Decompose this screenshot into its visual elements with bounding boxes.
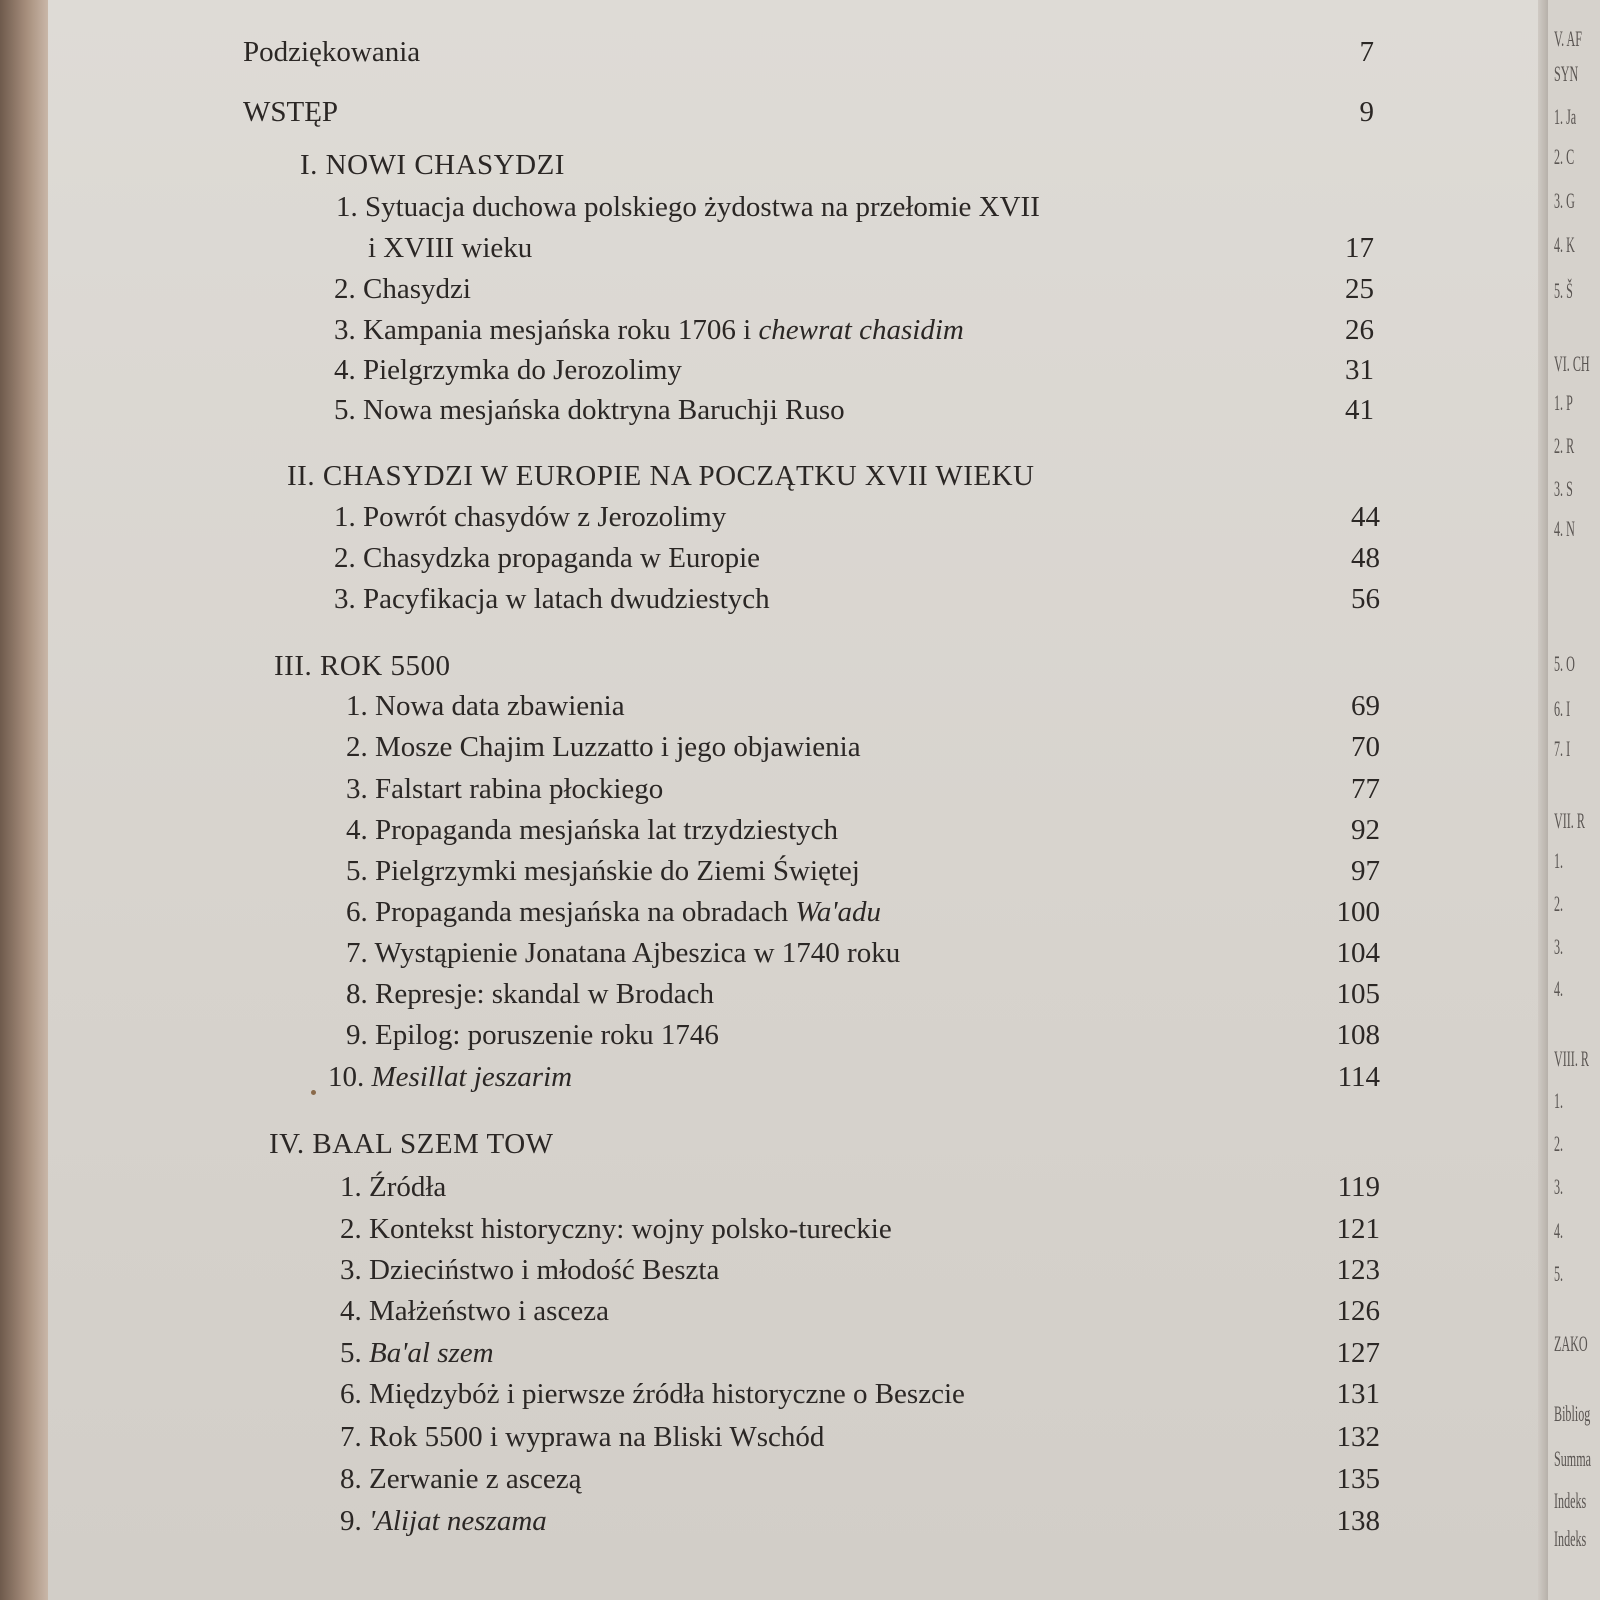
toc-page-number: 104 (1336, 937, 1380, 969)
toc-page-number: 127 (1336, 1337, 1380, 1369)
toc-entry-title: IV. BAAL SZEM TOW (269, 1128, 554, 1160)
toc-page-number: 41 (1345, 394, 1374, 426)
toc-entry-title: 10. (328, 1061, 372, 1093)
toc-entry-title: 2. Kontekst historyczny: wojny polsko-tureckie (340, 1213, 892, 1245)
toc-entry-title: 5. Nowa mesjańska doktryna Baruchji Ruso (334, 394, 845, 426)
adjacent-page-text: Indeks (1554, 1488, 1587, 1513)
adjacent-page-text: VII. R (1554, 808, 1585, 833)
toc-page-number: 114 (1337, 1061, 1380, 1093)
adjacent-page-text: 2. (1554, 891, 1564, 916)
adjacent-page-text: SYN (1554, 61, 1579, 86)
toc-page-number: 56 (1351, 583, 1380, 615)
adjacent-page-text: 1. (1554, 1088, 1564, 1113)
toc-entry-ch2-3 (334, 579, 770, 619)
toc-entry-ch4-9 (340, 1501, 547, 1541)
toc-entry-title: II. CHASYDZI W EUROPIE NA POCZĄTKU XVII WIEKU (287, 460, 1035, 492)
adjacent-page-text: Indeks (1554, 1526, 1587, 1551)
toc-entry-title: 9. (340, 1505, 369, 1537)
toc-entry-ch1-1b (368, 228, 532, 268)
toc-entry-ch3-2 (346, 727, 861, 767)
toc-page-number: 77 (1351, 773, 1380, 805)
toc-entry-ch4-7 (340, 1417, 824, 1457)
adjacent-page-text: 4. N (1554, 516, 1575, 541)
adjacent-page-text: 7. I (1554, 736, 1571, 761)
toc-entry-ch4-2 (340, 1209, 892, 1249)
toc-page-number: 119 (1337, 1171, 1380, 1203)
toc-entry-ch4-3 (340, 1250, 719, 1290)
toc-page-number: 131 (1336, 1378, 1380, 1410)
toc-entry-title: 3. Dzieciństwo i młodość Beszta (340, 1254, 720, 1286)
toc-entry-title: 7. Wystąpienie Jonatana Ajbeszica w 1740 roku (346, 937, 901, 969)
toc-entry-ch3-7 (346, 933, 900, 973)
toc-entry-wstep (243, 92, 338, 132)
toc-entry-title: 4. Małżeństwo i asceza (340, 1295, 609, 1327)
toc-entry-title: WSTĘP (243, 96, 339, 128)
toc-page-number: 126 (1336, 1295, 1380, 1327)
adjacent-page-text: 4. (1554, 976, 1564, 1001)
adjacent-page-text: 5. Š (1554, 278, 1573, 303)
toc-entry-title: 1. Nowa data zbawienia (346, 690, 625, 722)
toc-page-number: 92 (1351, 814, 1380, 846)
toc-entry-title: i XVIII wieku (368, 232, 533, 264)
toc-entry-title-italic: Ba'al szem (369, 1337, 494, 1369)
toc-entry-ch4-6 (340, 1374, 965, 1414)
toc-page-number: 44 (1351, 501, 1380, 533)
adjacent-page-text: 2. R (1554, 433, 1575, 458)
toc-entry-ch1 (300, 145, 565, 185)
toc-entry-ch2-2 (334, 538, 760, 578)
toc-page-number: 108 (1336, 1019, 1380, 1051)
toc-page-number: 31 (1345, 354, 1374, 386)
adjacent-page-text: 1. Ja (1554, 104, 1577, 129)
adjacent-page-text: Summa (1554, 1446, 1591, 1471)
toc-page-number: 17 (1345, 232, 1374, 264)
toc-page-number: 7 (1359, 36, 1374, 68)
toc-page-number: 69 (1351, 690, 1380, 722)
toc-entry-ch4-5 (340, 1333, 494, 1373)
toc-entry-ch1-5 (334, 390, 845, 430)
ink-speck (311, 1090, 316, 1095)
toc-entry-podziekowania (243, 32, 420, 72)
toc-entry-title: 6. Międzybóż i pierwsze źródła historyczne o Beszcie (340, 1378, 965, 1410)
toc-entry-ch3-4 (346, 810, 838, 850)
toc-entry-title: 7. Rok 5500 i wyprawa na Bliski Wschód (340, 1421, 825, 1453)
toc-entry-title: 5. (340, 1337, 369, 1369)
toc-entry-ch1-1a (336, 187, 1040, 227)
toc-entry-title-italic: Mesillat jeszarim (371, 1061, 573, 1093)
toc-entry-ch3-1 (346, 686, 625, 726)
adjacent-page-text: 2. (1554, 1131, 1564, 1156)
toc-entry-ch4 (269, 1124, 554, 1164)
adjacent-page-text: 6. I (1554, 696, 1571, 721)
adjacent-page-text: 5. (1554, 1261, 1564, 1286)
toc-page-number: 121 (1336, 1213, 1380, 1245)
toc-page-number: 97 (1351, 855, 1380, 887)
adjacent-page-text: 5. O (1554, 651, 1575, 676)
toc-entry-title-italic: Wa'adu (795, 896, 882, 928)
adjacent-page-text: 3. S (1554, 476, 1573, 501)
toc-entry-title: III. ROK 5500 (274, 650, 451, 682)
toc-page-number: 25 (1345, 273, 1374, 305)
toc-entry-title: 1. Sytuacja duchowa polskiego żydostwa na przełomie XVII (336, 191, 1040, 223)
toc-entry-ch3 (274, 646, 450, 686)
toc-entry-title: 6. Propaganda mesjańska na obradach (346, 896, 796, 928)
toc-entry-title-italic: 'Alijat neszama (369, 1505, 547, 1537)
toc-page-number: 70 (1351, 731, 1380, 763)
toc-entry-ch2 (287, 456, 1034, 496)
toc-entry-ch1-4 (334, 350, 682, 390)
toc-entry-ch3-9 (346, 1015, 719, 1055)
toc-page-number: 138 (1336, 1505, 1380, 1537)
toc-page-number: 105 (1336, 978, 1380, 1010)
adjacent-page-text: VI. CH (1554, 351, 1590, 376)
toc-page-number: 132 (1336, 1421, 1380, 1453)
toc-entry-title: Podziękowania (243, 36, 421, 68)
toc-entry-title: 9. Epilog: poruszenie roku 1746 (346, 1019, 719, 1051)
toc-page-number: 26 (1345, 314, 1374, 346)
adjacent-page-text: 1. (1554, 848, 1564, 873)
toc-entry-title: 4. Pielgrzymka do Jerozolimy (334, 354, 682, 386)
toc-page-number: 123 (1336, 1254, 1380, 1286)
toc-entry-title: 1. Powrót chasydów z Jerozolimy (334, 501, 727, 533)
toc-entry-title: 3. Kampania mesjańska roku 1706 i (334, 314, 759, 346)
toc-page-number: 48 (1351, 542, 1380, 574)
toc-entry-ch4-8 (340, 1459, 582, 1499)
adjacent-page-text: 4. K (1554, 232, 1575, 257)
toc-entry-title: I. NOWI CHASYDZI (300, 149, 565, 181)
toc-entry-title: 1. Źródła (340, 1171, 447, 1203)
toc-entry-ch3-8 (346, 974, 714, 1014)
adjacent-page-text: 3. (1554, 1174, 1564, 1199)
adjacent-page-text: V. AF (1554, 26, 1583, 51)
toc-entry-ch4-4 (340, 1291, 609, 1331)
toc-entry-ch1-3 (334, 310, 964, 350)
toc-entry-title: 2. Mosze Chajim Luzzatto i jego objawienia (346, 731, 861, 763)
adjacent-page-text: 1. P (1554, 390, 1573, 415)
toc-entry-title: 4. Propaganda mesjańska lat trzydziestych (346, 814, 839, 846)
adjacent-page-text: Bibliog (1554, 1401, 1591, 1426)
toc-entry-title: 3. Pacyfikacja w latach dwudziestych (334, 583, 770, 615)
toc-entry-title: 2. Chasydzka propaganda w Europie (334, 542, 761, 574)
toc-entry-title: 8. Represje: skandal w Brodach (346, 978, 715, 1010)
toc-entry-ch2-1 (334, 497, 726, 537)
toc-entry-title: 5. Pielgrzymki mesjańskie do Ziemi Świętej (346, 855, 860, 887)
toc-entry-title-italic: chewrat chasidim (758, 314, 964, 346)
toc-page-number: 100 (1336, 896, 1380, 928)
adjacent-page-text: 3. G (1554, 188, 1575, 213)
toc-entry-ch3-6 (346, 892, 881, 932)
toc-page-number: 9 (1359, 96, 1374, 128)
adjacent-page-text: 3. (1554, 934, 1564, 959)
toc-entry-ch3-3 (346, 769, 663, 809)
adjacent-page-text: VIII. R (1554, 1046, 1589, 1071)
toc-entry-ch3-5 (346, 851, 860, 891)
adjacent-page-text: 2. C (1554, 144, 1575, 169)
toc-entry-ch3-10 (328, 1057, 572, 1097)
adjacent-page-text: 4. (1554, 1218, 1564, 1243)
adjacent-page-text: ZAKO (1554, 1331, 1588, 1356)
toc-entry-ch1-2 (334, 269, 471, 309)
toc-page-number: 135 (1336, 1463, 1380, 1495)
toc-entry-ch4-1 (340, 1167, 446, 1207)
toc-entry-title: 2. Chasydzi (334, 273, 471, 305)
toc-entry-title: 8. Zerwanie z ascezą (340, 1463, 582, 1495)
toc-entry-title: 3. Falstart rabina płockiego (346, 773, 664, 805)
